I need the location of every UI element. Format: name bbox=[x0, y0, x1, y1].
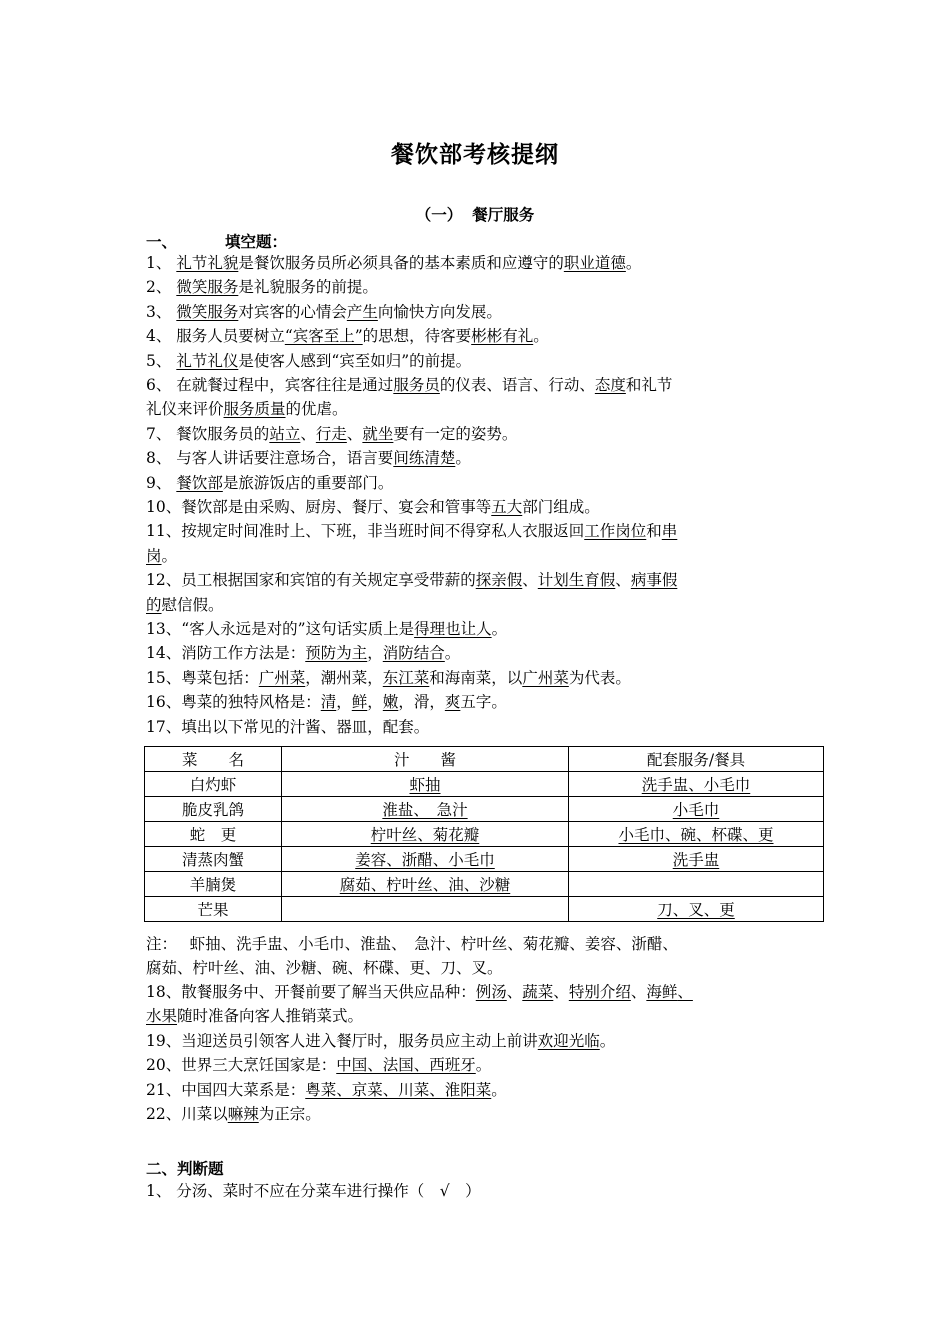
list-item bbox=[146, 521, 836, 541]
answer-blank: 计划生育假 bbox=[537, 571, 616, 590]
answer-blank: 粤菜、京菜、川菜、淮阳菜 bbox=[305, 1080, 492, 1099]
table-cell bbox=[282, 847, 569, 872]
dish-name: 芒果 bbox=[197, 901, 229, 919]
table-header-cell: 菜 名 bbox=[145, 747, 282, 772]
answer-blank: 消防结合 bbox=[382, 644, 445, 663]
item-text: 。 bbox=[625, 254, 642, 272]
item-text: 是旅游饭店的重要部门。 bbox=[222, 473, 394, 492]
item-number: 19、 bbox=[146, 1031, 182, 1050]
item-text: 、 bbox=[346, 424, 363, 443]
table-cell bbox=[145, 897, 282, 922]
item-text: ，滑， bbox=[398, 693, 445, 712]
part1-heading bbox=[146, 230, 287, 252]
item-text: 是餐饮服务员所必须具备的基本素质和应遵守的 bbox=[238, 254, 564, 272]
item-text: 。 bbox=[455, 449, 471, 468]
item-number: 11、 bbox=[146, 522, 182, 541]
answer-blank: 态度 bbox=[594, 376, 626, 394]
table-row bbox=[145, 822, 824, 847]
list-item bbox=[146, 546, 836, 566]
item-text: ， bbox=[367, 644, 383, 663]
item-number: 14、 bbox=[146, 644, 182, 663]
item-text: 。 bbox=[161, 546, 178, 565]
list-item bbox=[146, 595, 836, 615]
answer-blank: 广州菜 bbox=[522, 668, 569, 687]
item-text: 。 bbox=[599, 1031, 616, 1050]
item-text: 。 bbox=[444, 644, 461, 663]
dish-name: 白灼虾 bbox=[189, 776, 237, 794]
part1-number: 一、 bbox=[146, 233, 178, 251]
item-text: 和礼节 bbox=[625, 376, 673, 394]
list-item bbox=[146, 375, 836, 395]
answer-blank: 岗 bbox=[146, 546, 162, 565]
table-row bbox=[145, 847, 824, 872]
list-item bbox=[146, 448, 836, 468]
answer-blank: 得理也让人 bbox=[414, 620, 492, 638]
answer-blank: 嘛辣 bbox=[227, 1105, 259, 1123]
item-text: 是礼貌服务的前提。 bbox=[238, 278, 378, 297]
answer-blank: 东江菜 bbox=[382, 668, 430, 687]
item-text: 消防工作方法是： bbox=[181, 644, 306, 663]
item-number: 4、 bbox=[146, 327, 172, 346]
dish-name: 羊腩煲 bbox=[189, 876, 237, 894]
item-text: 、 bbox=[630, 983, 647, 1001]
answer-blank: 虾抽 bbox=[409, 776, 441, 794]
answer-blank: 蔬菜 bbox=[522, 983, 554, 1001]
table-note-line2: 腐茹、柠叶丝、油、沙糖、碗、杯碟、更、刀、叉。 bbox=[146, 959, 503, 977]
list-item bbox=[146, 982, 836, 1002]
list-item bbox=[146, 1055, 836, 1075]
answer-blank: 微笑服务 bbox=[176, 302, 239, 321]
answer-blank: 欢迎光临 bbox=[537, 1031, 600, 1050]
item-number: 12、 bbox=[146, 571, 182, 590]
list-item bbox=[146, 668, 836, 688]
item-number: 16、 bbox=[146, 693, 182, 712]
answer-blank: 探亲假 bbox=[475, 571, 523, 590]
item-number: 18、 bbox=[146, 983, 182, 1001]
table-header-row bbox=[145, 747, 824, 772]
table-row bbox=[145, 772, 824, 797]
item-text: 世界三大烹饪国家是： bbox=[181, 1056, 337, 1075]
answer-blank: 海鲜 bbox=[646, 983, 678, 1001]
list-item bbox=[146, 473, 836, 493]
item-text: 五字。 bbox=[460, 693, 507, 712]
item-number: 20、 bbox=[146, 1056, 182, 1075]
item-text: 餐饮服务员的 bbox=[171, 424, 270, 443]
list-item bbox=[146, 1104, 836, 1124]
answer-blank: 服务质量 bbox=[223, 400, 286, 419]
answer-blank: 微笑服务 bbox=[176, 278, 239, 297]
list-item bbox=[146, 1006, 836, 1026]
table-cell bbox=[569, 797, 824, 822]
answer-blank: 的 bbox=[146, 595, 162, 614]
table-cell bbox=[282, 872, 569, 897]
item-text: 的仪表、语言、行动、 bbox=[439, 376, 595, 394]
list-item bbox=[146, 643, 836, 663]
item-text: 服务人员要树立 bbox=[171, 327, 285, 346]
answer-blank: 服务员 bbox=[393, 376, 440, 394]
list-item bbox=[146, 326, 836, 346]
item-number: 8、 bbox=[146, 449, 172, 468]
item-text: 。 bbox=[475, 1056, 492, 1075]
answer-blank: 小毛巾、碗、杯碟、更 bbox=[618, 826, 774, 844]
item-text: 为代表。 bbox=[568, 668, 631, 687]
section-name: 餐厅服务 bbox=[472, 206, 535, 224]
dish-name: 脆皮乳鸽 bbox=[181, 801, 244, 819]
answer-blank: 工作岗位 bbox=[584, 522, 647, 541]
item-text: ， bbox=[367, 693, 383, 712]
answer-blank: 广州菜 bbox=[258, 668, 306, 687]
answer-blank: 洗手盅 bbox=[672, 851, 720, 869]
list-item bbox=[146, 302, 836, 322]
item-text: 粤菜包括： bbox=[181, 668, 259, 687]
item-text: 、 bbox=[522, 571, 538, 590]
table-cell bbox=[145, 797, 282, 822]
table-cell bbox=[145, 847, 282, 872]
list-item bbox=[146, 717, 836, 737]
item-number: 7、 bbox=[146, 424, 172, 443]
item-text: 餐饮部是由采购、厨房、餐厅、宴会和管事等 bbox=[181, 498, 492, 516]
item-text: 部门组成。 bbox=[522, 498, 600, 516]
table-cell bbox=[569, 772, 824, 797]
answer-blank: 彬彬有礼 bbox=[471, 327, 534, 346]
answer-blank: 就坐 bbox=[362, 424, 394, 443]
table-row bbox=[145, 872, 824, 897]
item-text: 对宾客的心情会 bbox=[238, 302, 347, 321]
item-number: 13、 bbox=[146, 620, 182, 638]
item-text: ， bbox=[336, 693, 352, 712]
answer-blank: 刀、叉、更 bbox=[657, 901, 735, 919]
table-header-cell: 配套服务/餐具 bbox=[569, 747, 824, 772]
list-item bbox=[146, 570, 836, 590]
table-cell bbox=[145, 872, 282, 897]
table-cell bbox=[282, 772, 569, 797]
answer-blank: 洗手盅、小毛巾 bbox=[641, 776, 751, 794]
list-item bbox=[146, 497, 836, 517]
item-text: 在就餐过程中，宾客往往是通过 bbox=[171, 376, 394, 394]
item-number: 17、 bbox=[146, 717, 182, 736]
section-number: （一） bbox=[415, 206, 463, 224]
item-text: 川菜以 bbox=[181, 1105, 228, 1123]
item-text: 的优虐。 bbox=[285, 400, 348, 419]
answer-blank: 串 bbox=[661, 522, 678, 541]
list-item bbox=[146, 351, 836, 371]
item-text: 散餐服务中、开餐前要了解当天供应品种： bbox=[181, 983, 476, 1001]
item-number: 21、 bbox=[146, 1080, 182, 1099]
item-text: 与客人讲话要注意场合，语言要 bbox=[171, 449, 394, 468]
answer-blank: 站立 bbox=[269, 424, 301, 443]
item-number: 10、 bbox=[146, 498, 182, 516]
item-number: 5、 bbox=[146, 351, 172, 370]
item-text: 按规定时间准时上、下班，非当班时间不得穿私人衣服返回 bbox=[181, 522, 585, 541]
item-text: “客人永远是对的”这句话实质上是 bbox=[181, 620, 415, 638]
item-text: 为正宗。 bbox=[258, 1105, 321, 1123]
answer-blank: 例汤 bbox=[475, 983, 507, 1001]
table-cell bbox=[569, 897, 824, 922]
item-text: 、 bbox=[300, 424, 316, 443]
item-text: 、 bbox=[553, 983, 569, 1001]
answer-blank: 中国、法国、西班牙 bbox=[336, 1056, 476, 1075]
item-text: 、 bbox=[615, 571, 631, 590]
item-text: 。 bbox=[491, 620, 508, 638]
list-item bbox=[146, 424, 836, 444]
item-text: 当迎送员引领客人进入餐厅时，服务员应主动上前讲 bbox=[181, 1031, 538, 1050]
table-cell bbox=[282, 897, 569, 922]
answer-blank: 餐饮部 bbox=[176, 473, 223, 492]
item-text: 随时准备向客人推销菜式。 bbox=[177, 1007, 364, 1026]
answer-blank: 嫩 bbox=[382, 693, 399, 712]
answer-blank: 爽 bbox=[444, 693, 461, 712]
answer-blank: 产生 bbox=[346, 302, 378, 321]
item-text: 的思想，待客要 bbox=[362, 327, 472, 346]
item-text: 慰信假。 bbox=[161, 595, 224, 614]
answer-blank: 清 bbox=[320, 693, 337, 712]
item-text: 和海南菜，以 bbox=[429, 668, 523, 687]
answer-blank: 水果 bbox=[146, 1007, 178, 1026]
item-text: 粤菜的独特风格是： bbox=[181, 693, 321, 712]
part1-label: 填空题： bbox=[225, 233, 288, 251]
item-text: 员工根据国家和宾馆的有关规定享受带薪的 bbox=[181, 571, 476, 590]
item-number: 15、 bbox=[146, 668, 182, 687]
table-cell bbox=[569, 822, 824, 847]
list-item bbox=[146, 277, 836, 297]
answer-blank: 姜容、浙醋、小毛巾 bbox=[355, 851, 495, 869]
item-text: 。 bbox=[491, 1080, 507, 1099]
item-text: ，潮州菜， bbox=[305, 668, 383, 687]
table-cell bbox=[145, 772, 282, 797]
list-item bbox=[146, 1031, 836, 1051]
answer-blank: 五大 bbox=[491, 498, 523, 516]
list-item bbox=[146, 253, 836, 273]
answer-blank: 间练清楚 bbox=[393, 449, 456, 468]
table-cell bbox=[569, 847, 824, 872]
table-cell bbox=[282, 797, 569, 822]
item-number: 6、 bbox=[146, 376, 172, 394]
item-text: 是使客人感到“宾至如归”的前提。 bbox=[238, 351, 472, 370]
item-number: 1、 bbox=[146, 254, 172, 272]
answer-blank: 腐茹、柠叶丝、油、沙糖 bbox=[339, 876, 511, 894]
list-item bbox=[146, 692, 836, 712]
tf-item bbox=[146, 1181, 836, 1201]
answer-blank: 病事假 bbox=[630, 571, 678, 590]
item-text: 礼仪来评价 bbox=[146, 400, 224, 419]
part2-heading: 二、判断题 bbox=[146, 1160, 224, 1178]
item-number: 3、 bbox=[146, 302, 172, 321]
answer-blank: 职业道德 bbox=[563, 254, 626, 272]
answer-blank: 特别介绍 bbox=[568, 983, 631, 1001]
answer-blank: 预防为主 bbox=[305, 644, 368, 663]
dish-name: 清蒸肉蟹 bbox=[181, 851, 244, 869]
list-item bbox=[146, 399, 836, 419]
answer-blank: 鲜 bbox=[351, 693, 368, 712]
item-number: 2、 bbox=[146, 278, 172, 297]
item-text: 要有一定的姿势。 bbox=[393, 424, 518, 443]
answer-blank: 礼节礼仪 bbox=[176, 351, 239, 370]
answer-blank: 礼节礼貌 bbox=[176, 254, 239, 272]
sauce-table bbox=[144, 746, 824, 922]
dish-name: 蛇 更 bbox=[189, 826, 237, 844]
item-text: 分汤、菜时不应在分菜车进行操作（ √ ） bbox=[171, 1182, 481, 1200]
answer-blank: 行走 bbox=[315, 424, 347, 443]
item-number: 1、 bbox=[146, 1182, 172, 1200]
item-text: 、 bbox=[506, 983, 523, 1001]
table-row bbox=[145, 797, 824, 822]
item-text: 填出以下常见的汁酱、器皿，配套。 bbox=[181, 717, 430, 736]
answer-blank: 、 bbox=[677, 983, 693, 1001]
list-item bbox=[146, 619, 836, 639]
item-number: 9、 bbox=[146, 473, 172, 492]
table-cell bbox=[145, 822, 282, 847]
answer-blank: “宾客至上” bbox=[284, 327, 363, 346]
list-item bbox=[146, 1080, 836, 1100]
item-text: 和 bbox=[646, 522, 662, 541]
item-text: 。 bbox=[533, 327, 549, 346]
answer-blank: 淮盐、 急汁 bbox=[382, 801, 468, 819]
item-text: 向愉快方向发展。 bbox=[377, 302, 502, 321]
answer-blank: 柠叶丝、菊花瓣 bbox=[370, 826, 480, 844]
item-number: 22、 bbox=[146, 1105, 182, 1123]
table-header-cell: 汁 酱 bbox=[282, 747, 569, 772]
item-text: 中国四大菜系是： bbox=[181, 1080, 306, 1099]
section-title bbox=[0, 203, 950, 225]
table-row bbox=[145, 897, 824, 922]
table-cell bbox=[569, 872, 824, 897]
answer-blank: 小毛巾 bbox=[672, 801, 720, 819]
page-title: 餐饮部考核提纲 bbox=[391, 142, 559, 168]
table-cell bbox=[282, 822, 569, 847]
table-note-line1: 注： 虾抽、洗手盅、小毛巾、淮盐、 急汁、柠叶丝、菊花瓣、姜容、浙醋、 bbox=[146, 935, 678, 953]
